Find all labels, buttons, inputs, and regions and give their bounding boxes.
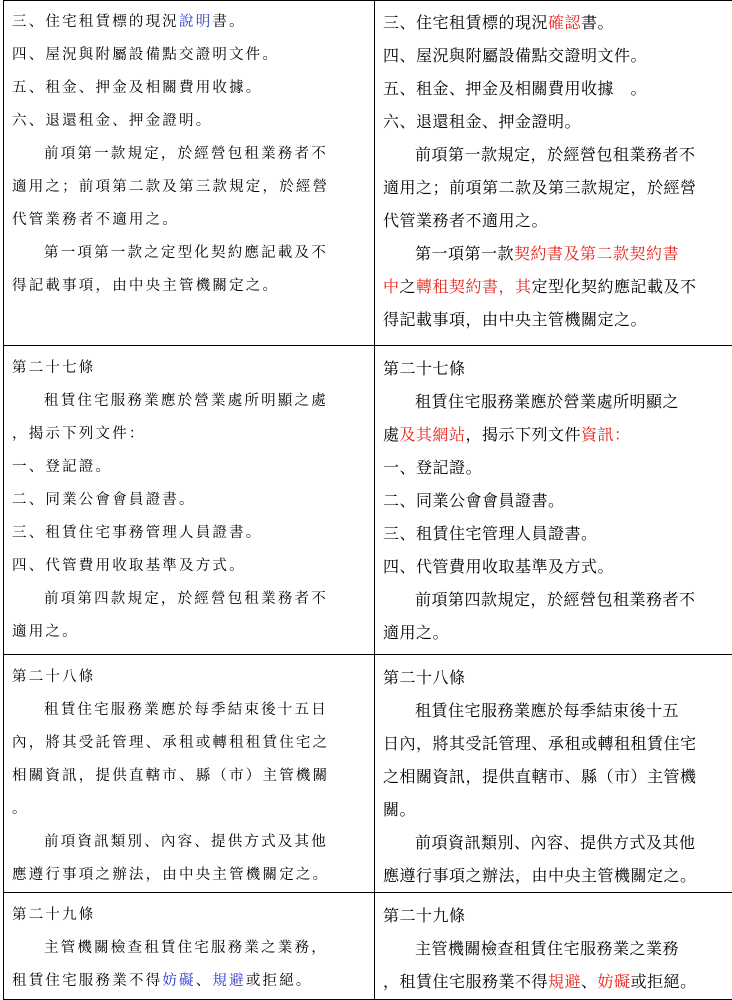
text-line: 四、屋況與附屬設備點交證明文件。 [12, 39, 374, 72]
right-column-cell [375, 1, 732, 346]
text-line: 應遵行事項之辦法，由中央主管機關定之。 [383, 859, 732, 892]
highlight-blue: 規避 [212, 973, 245, 989]
right-column-cell [375, 893, 732, 1000]
article-heading: 第二十八條 [12, 661, 374, 694]
text-line: 租賃住宅服務業應於每季結束後十五 [383, 694, 732, 727]
text-line: 應遵行事項之辦法，由中央主管機關定之。 [12, 859, 374, 892]
text-line: 前項第四款規定，於經營包租業務者不 [12, 583, 374, 616]
text-line: 第一項第一款之定型化契約應記載及不 [12, 237, 374, 270]
left-column-cell [4, 1, 375, 346]
highlight-red: 規避 [548, 972, 581, 991]
text-line: 一、登記證。 [383, 451, 732, 484]
text-line: 六、退還租金、押金證明。 [383, 105, 732, 138]
article-heading: 第二十七條 [383, 352, 732, 385]
text-line: 租賃住宅服務業應於營業處所明顯之處 [12, 385, 374, 418]
article-heading: 第二十九條 [383, 899, 732, 932]
text-line: 。 [12, 793, 374, 826]
text-line: 第一項第一款契約書及第二款契約書 [383, 237, 732, 270]
text-line: 內，將其受託管理、承租或轉租租賃住宅之 [12, 727, 374, 760]
text-line: 主管機關檢查租賃住宅服務業之業務， [12, 932, 374, 965]
text-line: 得記載事項，由中央主管機關定之。 [383, 303, 732, 336]
text-line: 二、同業公會會員證書。 [383, 484, 732, 517]
text-line: 日內，將其受託管理、承租或轉租租賃住宅 [383, 727, 732, 760]
text-line: 三、租賃住宅管理人員證書。 [383, 517, 732, 550]
text-line: 適用之；前項第二款及第三款規定，於經營 [383, 171, 732, 204]
highlight-blue: 說明 [179, 14, 212, 30]
table-row [4, 1, 732, 346]
text-line: 代管業務者不適用之。 [12, 204, 374, 237]
text-line: 處及其網站，揭示下列文件資訊： [383, 418, 732, 451]
text-line: 前項資訊類別、內容、提供方式及其他 [383, 826, 732, 859]
highlight-red: 轉租契約書，其 [416, 277, 532, 296]
text-line: 主管機關檢查租賃住宅服務業之業務 [383, 932, 732, 965]
highlight-red: 契約書及第二款契約書 [514, 244, 679, 263]
left-column-cell [4, 893, 375, 1000]
text-line: ，租賃住宅服務業不得規避、妨礙或拒絕。 [383, 965, 732, 998]
text-line: 三、租賃住宅事務管理人員證書。 [12, 517, 374, 550]
text-line: 三、住宅租賃標的現況確認書。 [383, 6, 732, 39]
comparison-table [3, 0, 732, 1000]
text-line: 之相關資訊，提供直轄市、縣（市）主管機 [383, 760, 732, 793]
text-line: 五、租金、押金及相關費用收據 。 [383, 72, 732, 105]
text-line: 前項資訊類別、內容、提供方式及其他 [12, 826, 374, 859]
text-line: 相關資訊，提供直轄市、縣（市）主管機關 [12, 760, 374, 793]
text-line: 中之轉租契約書，其定型化契約應記載及不 [383, 270, 732, 303]
highlight-red: 妨礙 [598, 972, 631, 991]
text-line: 適用之。 [383, 616, 732, 649]
article-heading: 第二十七條 [12, 352, 374, 385]
table-row [4, 893, 732, 1000]
text-line: 租賃住宅服務業應於營業處所明顯之 [383, 385, 732, 418]
text-line: 租賃住宅服務業不得妨礙、規避或拒絕。 [12, 965, 374, 998]
text-line: 四、代管費用收取基準及方式。 [12, 550, 374, 583]
text-line: 三、住宅租賃標的現況說明書。 [12, 6, 374, 39]
left-column-cell [4, 346, 375, 655]
text-line: 前項第一款規定，於經營包租業務者不 [12, 138, 374, 171]
left-column-cell [4, 655, 375, 893]
text-line: 一、登記證。 [12, 451, 374, 484]
article-heading: 第二十九條 [12, 899, 374, 932]
text-line: 四、屋況與附屬設備點交證明文件。 [383, 39, 732, 72]
highlight-red: 中 [383, 277, 400, 296]
highlight-blue: 妨礙 [162, 973, 195, 989]
highlight-red: 資訊： [581, 425, 631, 444]
highlight-red: 及其網站 [400, 425, 466, 444]
table-row [4, 346, 732, 655]
right-column-cell [375, 346, 732, 655]
text-line: 六、退還租金、押金證明。 [12, 105, 374, 138]
text-line: 關。 [383, 793, 732, 826]
article-heading: 第二十八條 [383, 661, 732, 694]
text-line: 適用之；前項第二款及第三款規定，於經營 [12, 171, 374, 204]
highlight-red: 確認 [548, 13, 581, 32]
text-line: 四、代管費用收取基準及方式。 [383, 550, 732, 583]
right-column-cell [375, 655, 732, 893]
text-line: 租賃住宅服務業應於每季結束後十五日 [12, 694, 374, 727]
text-line: 二、同業公會會員證書。 [12, 484, 374, 517]
text-line: 五、租金、押金及相關費用收據。 [12, 72, 374, 105]
text-line: 代管業務者不適用之。 [383, 204, 732, 237]
text-line: 前項第四款規定，於經營包租業務者不 [383, 583, 732, 616]
text-line: 得記載事項，由中央主管機關定之。 [12, 270, 374, 303]
text-line: 前項第一款規定，於經營包租業務者不 [383, 138, 732, 171]
text-line: ，揭示下列文件： [12, 418, 374, 451]
text-line: 適用之。 [12, 616, 374, 649]
table-row [4, 655, 732, 893]
